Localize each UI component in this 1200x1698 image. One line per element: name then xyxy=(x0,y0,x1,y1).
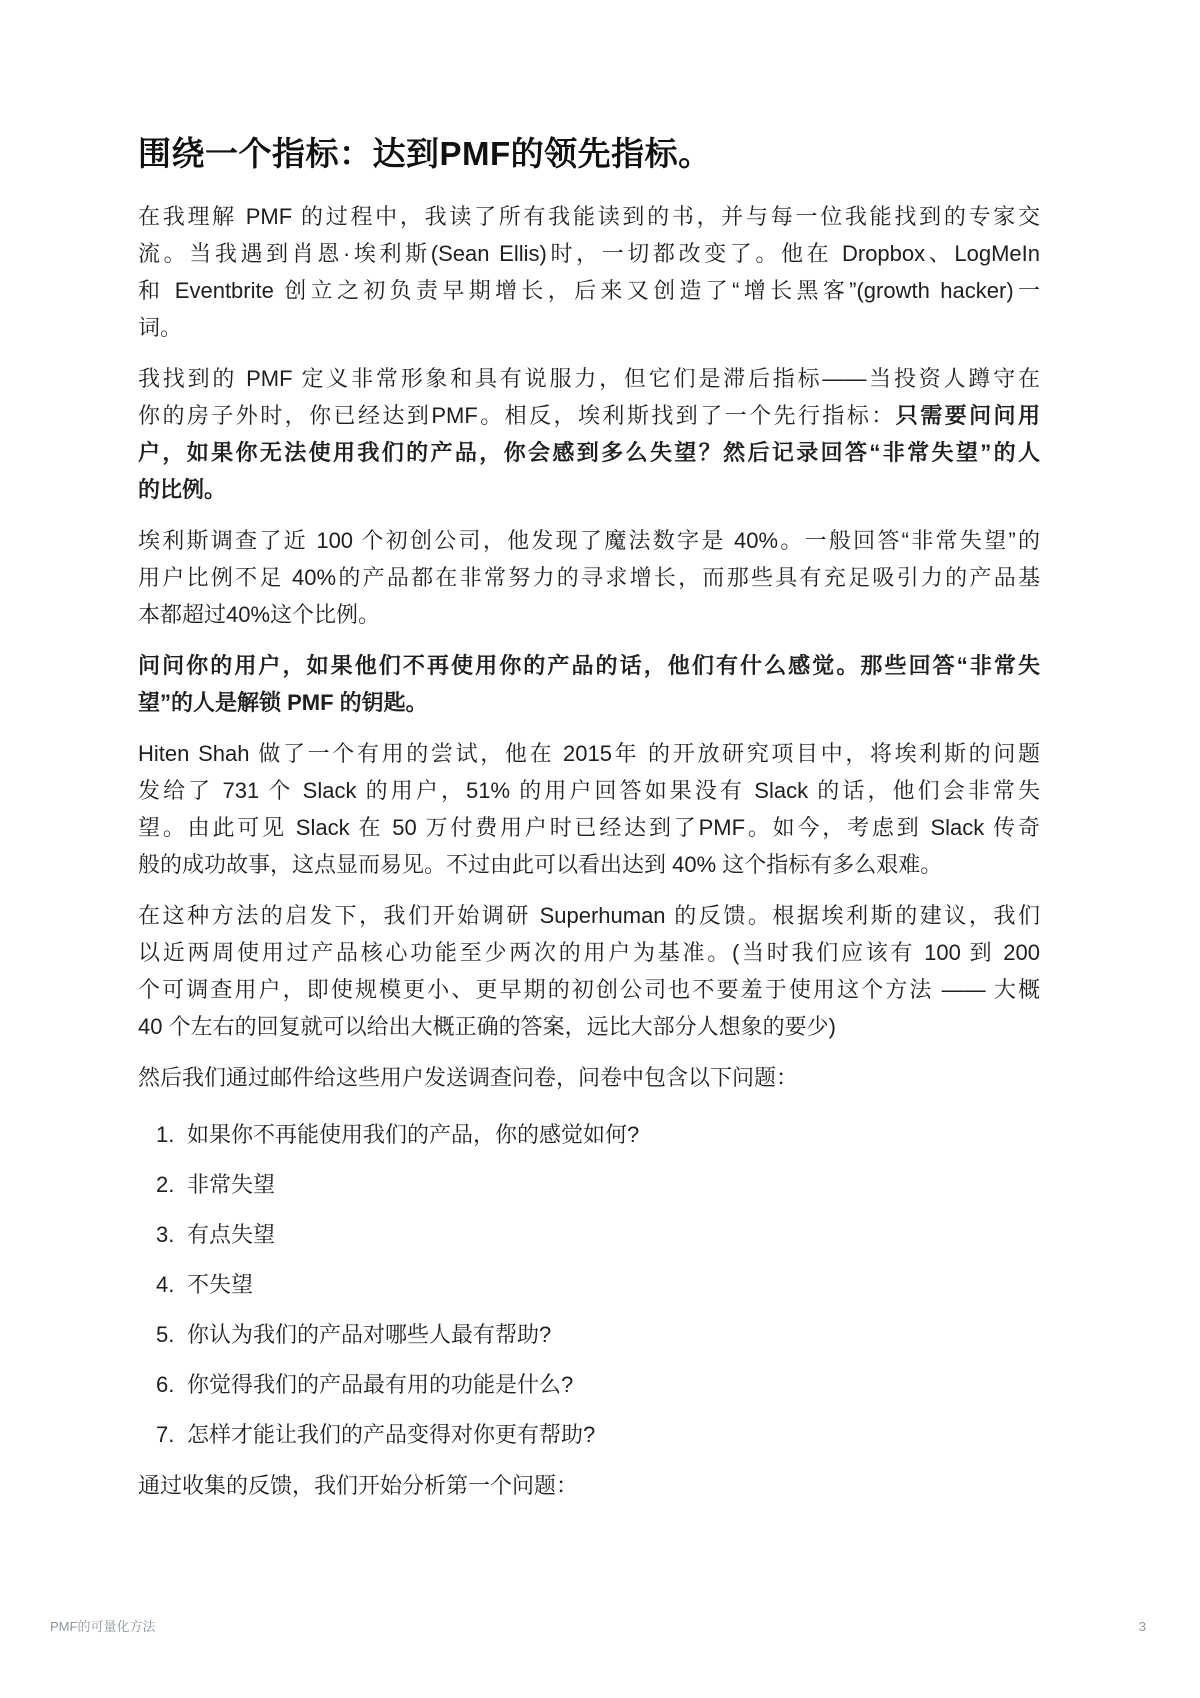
bold-text-run: 的比例。 xyxy=(138,477,227,502)
list-item-text: 怎样才能让我们的产品变得对你更有帮助? xyxy=(187,1422,596,1447)
paragraph xyxy=(138,735,1040,883)
text-line xyxy=(138,897,1040,934)
list-item-text: 你认为我们的产品对哪些人最有帮助? xyxy=(187,1322,552,1347)
text-line xyxy=(138,1059,1040,1096)
text-line xyxy=(138,971,1040,1008)
text-line xyxy=(138,934,1040,971)
paragraph xyxy=(138,522,1040,633)
text-run: 埃利斯调查了近 100 个初创公司，他发现了魔法数字是 40%。一般回答“非常失望”的 xyxy=(138,528,1040,553)
document-content xyxy=(138,132,1040,1518)
text-run: 通过收集的反馈，我们开始分析第一个问题： xyxy=(138,1473,579,1498)
bold-text-run: 只需要问问用 xyxy=(895,403,1040,428)
list-item xyxy=(156,1166,1040,1203)
text-line xyxy=(138,647,1040,684)
list-item-text: 如果你不再能使用我们的产品，你的感觉如何? xyxy=(187,1122,640,1147)
list-item xyxy=(156,1266,1040,1303)
text-line xyxy=(138,434,1040,471)
text-run: 40 个左右的回复就可以给出大概正确的答案，远比大部分人想象的要少) xyxy=(138,1014,836,1039)
text-run: 我找到的 PMF 定义非常形象和具有说服力，但它们是滞后指标——当投资人蹲守在 xyxy=(138,366,1040,391)
text-run: Hiten Shah 做了一个有用的尝试，他在 2015年 的开放研究项目中，将埃利斯的问题 xyxy=(138,741,1040,766)
text-run: 以近两周使用过产品核心功能至少两次的用户为基准。(当时我们应该有 100 到 200 xyxy=(138,940,1040,965)
text-line xyxy=(138,596,1040,633)
list-item xyxy=(156,1416,1040,1453)
text-run: 个可调查用户，即使规模更小、更早期的初创公司也不要羞于使用这个方法 —— 大概 xyxy=(138,977,1040,1002)
text-line xyxy=(138,559,1040,596)
list-item xyxy=(156,1366,1040,1403)
text-run: 用户比例不足 40%的产品都在非常努力的寻求增长，而那些具有充足吸引力的产品基 xyxy=(138,565,1040,590)
list-item-number: 3. xyxy=(156,1222,175,1247)
list-item xyxy=(156,1116,1040,1153)
bold-text-run: 望”的人是解锁 PMF 的钥匙。 xyxy=(138,690,428,715)
list-item-number: 6. xyxy=(156,1372,175,1397)
list-item-number: 5. xyxy=(156,1322,175,1347)
page-title: 围绕一个指标：达到PMF的领先指标。 xyxy=(138,135,712,172)
text-line xyxy=(138,1467,1040,1504)
text-line xyxy=(138,397,1040,434)
text-line xyxy=(138,309,1040,346)
page-footer xyxy=(50,1618,1146,1636)
text-line xyxy=(138,235,1040,272)
list-item-number: 7. xyxy=(156,1422,175,1447)
text-run: 在我理解 PMF 的过程中，我读了所有我能读到的书，并与每一位我能找到的专家交 xyxy=(138,204,1040,229)
bold-text-run: 户，如果你无法使用我们的产品，你会感到多么失望？然后记录回答“非常失望”的人 xyxy=(138,440,1040,465)
text-run: 发给了 731 个 Slack 的用户，51% 的用户回答如果没有 Slack 的话，他们会非常失 xyxy=(138,778,1040,803)
survey-question-list xyxy=(138,1116,1040,1453)
text-line xyxy=(138,360,1040,397)
document-body xyxy=(138,198,1040,1504)
text-line xyxy=(138,1008,1040,1045)
text-line xyxy=(138,846,1040,883)
text-run: 本都超过40%这个比例。 xyxy=(138,602,381,627)
paragraph xyxy=(138,198,1040,346)
list-item xyxy=(156,1216,1040,1253)
text-line xyxy=(138,772,1040,809)
paragraph xyxy=(138,1059,1040,1096)
text-run: 望。由此可见 Slack 在 50 万付费用户时已经达到了PMF。如今，考虑到 Slack 传奇 xyxy=(138,815,1040,840)
footer-doc-title: PMF的可量化方法 xyxy=(50,1619,156,1634)
text-run: 你的房子外时，你已经达到PMF。相反，埃利斯找到了一个先行指标： xyxy=(138,403,896,428)
list-item-text: 有点失望 xyxy=(187,1222,276,1247)
list-item-number: 2. xyxy=(156,1172,175,1197)
bold-text-run: 问问你的用户，如果他们不再使用你的产品的话，他们有什么感觉。那些回答“非常失 xyxy=(138,653,1040,678)
text-run: 般的成功故事，这点显而易见。不过由此可以看出达到 40% 这个指标有多么艰难。 xyxy=(138,852,943,877)
text-run: 在这种方法的启发下，我们开始调研 Superhuman 的反馈。根据埃利斯的建议，我们 xyxy=(138,903,1040,928)
text-line xyxy=(138,809,1040,846)
text-run: 词。 xyxy=(138,315,183,340)
text-run: 流。当我遇到肖恩·埃利斯(Sean Ellis)时，一切都改变了。他在 Dropbox、LogMeIn xyxy=(138,241,1040,266)
text-run: 然后我们通过邮件给这些用户发送调查问卷，问卷中包含以下问题： xyxy=(138,1065,799,1090)
paragraph xyxy=(138,647,1040,721)
list-item-text: 你觉得我们的产品最有用的功能是什么? xyxy=(187,1372,574,1397)
footer-page-number: 3 xyxy=(1138,1619,1146,1634)
text-run: 和 Eventbrite 创立之初负责早期增长，后来又创造了“增长黑客”(growth hacker)一 xyxy=(138,278,1040,303)
list-item-number: 1. xyxy=(156,1122,175,1147)
paragraph xyxy=(138,360,1040,508)
text-line xyxy=(138,471,1040,508)
text-line xyxy=(138,198,1040,235)
paragraph xyxy=(138,1467,1040,1504)
paragraph xyxy=(138,897,1040,1045)
text-line xyxy=(138,735,1040,772)
list-item xyxy=(156,1316,1040,1353)
list-item-text: 不失望 xyxy=(187,1272,254,1297)
text-line xyxy=(138,272,1040,309)
text-line xyxy=(138,684,1040,721)
list-item-text: 非常失望 xyxy=(187,1172,276,1197)
text-line xyxy=(138,522,1040,559)
list-item-number: 4. xyxy=(156,1272,175,1297)
